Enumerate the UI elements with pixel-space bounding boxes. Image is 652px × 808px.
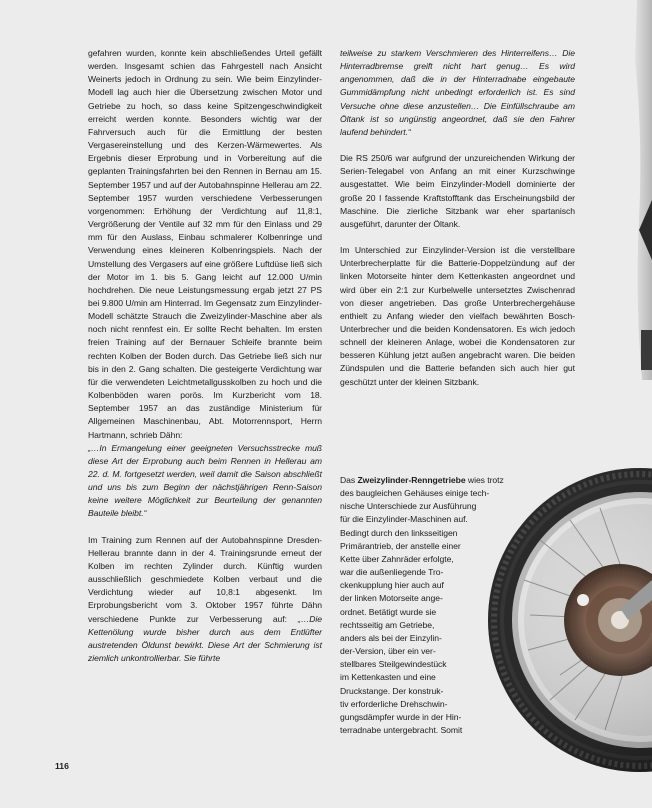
- text-line: gungsdämpfer wurde in der Hin-: [340, 711, 462, 722]
- body-text: Im Unterschied zur Einzylinder-Version ist die verstellbare Unterbrecherplatte für die Batterie-Doppelzündung auf der linken Motorseite hinter dem Kettenkasten angeordnet und wird über ein 2:1 zur Kurbelwelle untersetztes Zwischenrad von dieser angetrieben. Das große Unterbrechergehäuse enthielt zu Anfang wieder den vielfach bewährten Bosch-Unterbrecher und die beiden Kondensatoren. Es wich jedoch schnell der kleineren Anlage, wobei die Kondensatoren zur besseren Kühlung jetzt außen angebracht waren. Die beiden Zündspulen und die Batterie befanden sich auch hier gut geschützt unter der kleinen Sitzbank.: [340, 245, 575, 387]
- text-column-left: [88, 47, 322, 665]
- text-line: im Kettenkasten und eine: [340, 672, 436, 683]
- body-text: Im Training zum Rennen auf der Autobahnspinne Dresden-Hellerau brannte dann in der 4. Trainingsrunde erneut der Kolben im rechten Zylinder durch. Künftig wurden ausschließlich geschmiedete Kolben verbaut und die Verdichtung wieder auf 10,8:1 abgesenkt. Im Erprobungsbericht vom 3. Oktober 1957 führte Dähn verschiedene Punkte zur Verbesserung auf:: [88, 534, 322, 624]
- text-line: für die Einzylinder-Maschinen auf.: [340, 514, 468, 525]
- text-line: nische Unterschiede zur Ausführung: [340, 501, 477, 512]
- text-line: Das Zweizylinder-Renngetriebe wies trotz: [340, 475, 504, 485]
- body-text: gefahren wurden, konnte kein abschließendes Urteil gefällt werden. Insgesamt schien das Fahrgestell nach Ansicht Weinerts jedoch in Ordnung zu sein. Wie beim Einzylinder-Modell lag auch hier die Übersetzung zwischen Motor und Getriebe zu hoch, so dass keine Spitzengeschwindigkeit erreicht werden konnte. Besonders wichtig war der Fahrversuch auch für die Ermittlung der besten Vergasereinstellung und des Kerzen-Wärmewertes. Als Ergebnis dieser Erprobung und in Vorbereitung auf die geplanten Trainingsfahrten bei den Rennen in Bernau am 15. September 1957 und auf der Autobahnspinne Hellerau am 22. September 1957 wurden verschiedene Verbesserungen vorgenommen: Erhöhung der Verdichtung auf 11,8:1, Vergrößerung der Ventile auf 32 mm für den Einlass und 29 mm für den Auslass, Einbau schmalerer Kolbenringe und Verwendung eines kleineren Kolbenringspiels. Nach der Umstellung des Vergasers auf eine größere Luftdüse ließ sich der Motor im 1. bis 5. Gang leicht auf 12.000 U/min hochdrehen. Die neue Leistungsmessung ergab jetzt 27 PS bei 9.800 U/min am Hinterrad. Im Gegensatz zum Einzylinder-Modell schätzte Strauch die Zweizylinder-Maschine aber als noch nicht rennfest ein. Er sollte Recht behalten. Im ersten freien Training auf der Bernauer Schleife brannte beim rechten Kolben der Boden durch. Das Getriebe ließ sich nur bis in den 2. Gang schalten. Die gesteigerte Verdichtung war für die verwendeten Leichtmetallgusskolben zu hoch und die Kolbenböden waren porös. Im Kurzbericht vom 18. September 1957 an das zuständige Ministerium für Allgemeinen Maschinenbau, Abt. Motorrennsport, Herrn Hartmann, schrieb Dähn:: [88, 48, 322, 440]
- text-line: Bedingt durch den linksseitigen: [340, 527, 458, 538]
- text-line: Druckstange. Der konstruk-: [340, 685, 444, 696]
- paragraph: [88, 47, 322, 442]
- text-line: ckenkupplung hier auch auf: [340, 580, 444, 591]
- text-line: des baugleichen Gehäuses einige tech-: [340, 488, 490, 499]
- text-line: anders als bei der Einzylin-: [340, 632, 442, 643]
- text-line: stellbares Steilgewindestück: [340, 659, 447, 670]
- text-line: rechtsseitig am Getriebe,: [340, 619, 435, 630]
- text-line: tiv erforderliche Drehschwin-: [340, 698, 448, 709]
- bold-term: Zweizylinder-Renngetriebe: [357, 475, 466, 485]
- paragraph: [340, 244, 575, 389]
- text-line: der-Version, über ein ver-: [340, 646, 436, 657]
- paragraph: [340, 152, 575, 231]
- text-column-right: [340, 47, 575, 389]
- paragraph: [340, 47, 575, 139]
- text-line: Primärantrieb, der anstelle einer: [340, 540, 461, 551]
- text-line: war die außenliegende Tro-: [340, 567, 444, 578]
- text-line: der linken Motorseite ange-: [340, 593, 443, 604]
- body-text: Die RS 250/6 war aufgrund der unzureichenden Wirkung der Serien-Telegabel von Anfang an mit einer Kurzschwinge ausgestattet. Wie beim Einzylinder-Modell dominierte der große 20 l fassende Kraftstofftank das Erscheinungsbild der Maschine. Die zierliche Sitzbank war eher spartanisch ausgeführt, darunter der Öltank.: [340, 153, 575, 229]
- quote-text: „…In Ermangelung einer geeigneten Versuchsstrecke muß diese Art der Erprobung auch beim Rennen in Hellerau am 22. d. M. fortgesetzt werden, weil damit die Saison abschließt und uns bis zum Beginn der nächstjährigen Renn-Saison keine weitere Möglichkeit zur Beurteilung der genannten Bauteile bleibt.“: [88, 442, 322, 519]
- text-line: Kette über Zahnräder erfolgte,: [340, 553, 454, 564]
- quote-text: „…Die Kettenölung wurde bisher durch aus dem Entlüfter austretenden Öldunst bewirkt. Diese Art der Schmierung ist ziemlich unkontrollierbar. Sie führte: [88, 613, 322, 664]
- page-number: 116: [55, 761, 69, 771]
- paragraph: [88, 442, 322, 521]
- paragraph: [88, 534, 322, 666]
- text-column-right-wrapped: [340, 474, 540, 737]
- text-line: ordnet. Betätigt wurde sie: [340, 606, 437, 617]
- quote-text: teilweise zu starkem Verschmieren des Hinterreifens… Die Hinterradbremse greift nicht hart genug… Es wird angenommen, daß die in der Hinterradnabe eingebaute Gummidämpfung nicht unbedingt erforderlich ist. Es sind Versuche ohne diese anzustellen… Die Einfüllschraube am Öltank ist so ungünstig angeordnet, daß sie den Fahrer laufend behindert.“: [340, 48, 575, 137]
- text-line: terradnabe untergebracht. Somit: [340, 724, 463, 735]
- motorcycle-frame-photo: [617, 0, 652, 380]
